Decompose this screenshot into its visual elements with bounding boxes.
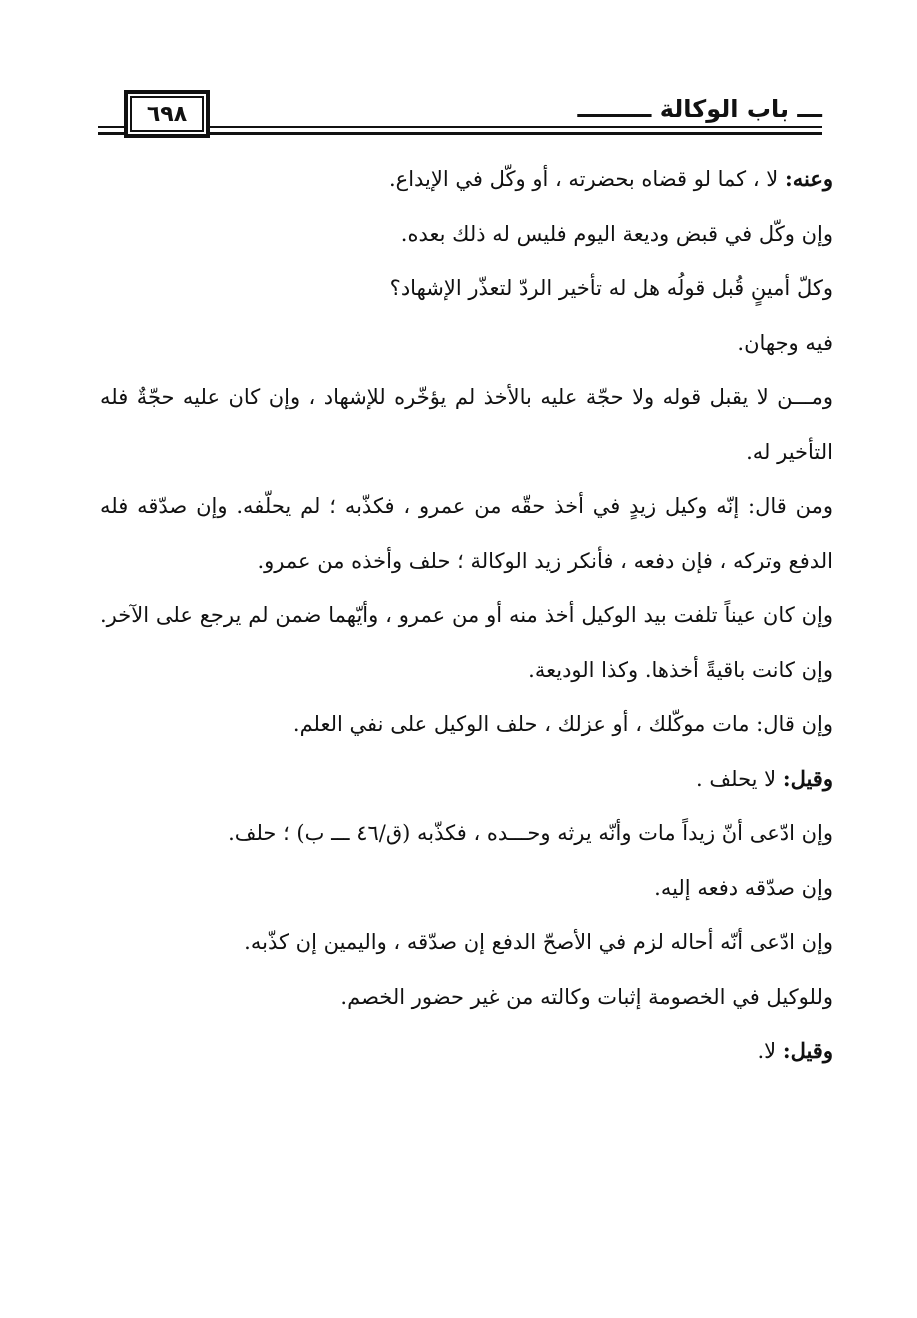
paragraph-3 [100,261,833,316]
paragraph-lead: وعنه: [784,166,833,191]
paragraph-text: ومن قال: إنّه وكيل زيدٍ في أخذ حقّه من عمرو ، فكذّبه ؛ لم يحلّفه. وإن صدّقه فله الدفع وتركه ، فإن دفعه ، فأنكر زيد الوكالة ؛ حلف وأخذه من عمرو. [100,494,833,573]
paragraph-12 [100,915,833,970]
paragraph-text: ومـــن لا يقبل قوله ولا حجّة عليه بالأخذ لم يؤخّره للإشهاد ، وإن كان عليه حجّةٌ فله التأخير له. [100,385,833,464]
paragraph-2 [100,207,833,262]
page-header [98,82,822,142]
paragraph-text: لا ، كما لو قضاه بحضرته ، أو وكّل في الإيداع. [388,167,785,191]
paragraph-10 [100,806,833,861]
paragraph-5 [100,370,833,479]
paragraph-text: وكلّ أمينٍ قُبل قولُه هل له تأخير الردّ لتعذّر الإشهاد؟ [389,276,833,300]
paragraph-6 [100,479,833,588]
paragraph-lead: وقيل: [782,765,833,791]
paragraph-11 [100,861,833,916]
paragraph-text: وإن وكّل في قبض وديعة اليوم فليس له ذلك بعده. [400,221,833,246]
paragraph-4 [100,316,833,371]
paragraph-8 [100,697,833,752]
paragraph-text: وإن كان عيناً تلفت بيد الوكيل أخذ منه أو من عمرو ، وأيّهما ضمن لم يرجع على الآخر. وإن كانت باقيةً أخذها. وكذا الوديعة. [100,603,833,682]
paragraph-13 [100,970,833,1025]
paragraph-14 [100,1024,833,1079]
paragraph-lead: وقيل: [782,1038,833,1063]
paragraph-text: وإن ادّعى أنّه أحاله لزم في الأصحّ الدفع إن صدّقه ، واليمين إن كذّبه. [244,930,833,954]
paragraph-text: وإن صدّقه دفعه إليه. [654,875,833,900]
paragraph-1 [100,152,833,207]
paragraph-text: وإن ادّعى أنّ زيداً مات وأنّه يرثه وحـــده ، فكذّبه (ق/٤٦ ـــ ب) ؛ حلف. [228,821,833,845]
body-text [100,152,833,1079]
paragraph-text: وإن قال: مات موكّلك ، أو عزلك ، حلف الوكيل على نفي العلم. [292,712,833,736]
paragraph-text: وللوكيل في الخصومة إثبات وكالته من غير حضور الخصم. [340,984,833,1009]
paragraph-text: فيه وجهان. [737,330,833,355]
page-number: ٦٩٨ [124,90,210,138]
paragraph-text: لا. [757,1039,783,1063]
chapter-title: ـــ باب الوكالة ـــــــــ [570,92,822,126]
paragraph-text: لا يحلف . [696,766,783,791]
paragraph-7 [100,588,833,697]
paragraph-9 [100,752,833,807]
